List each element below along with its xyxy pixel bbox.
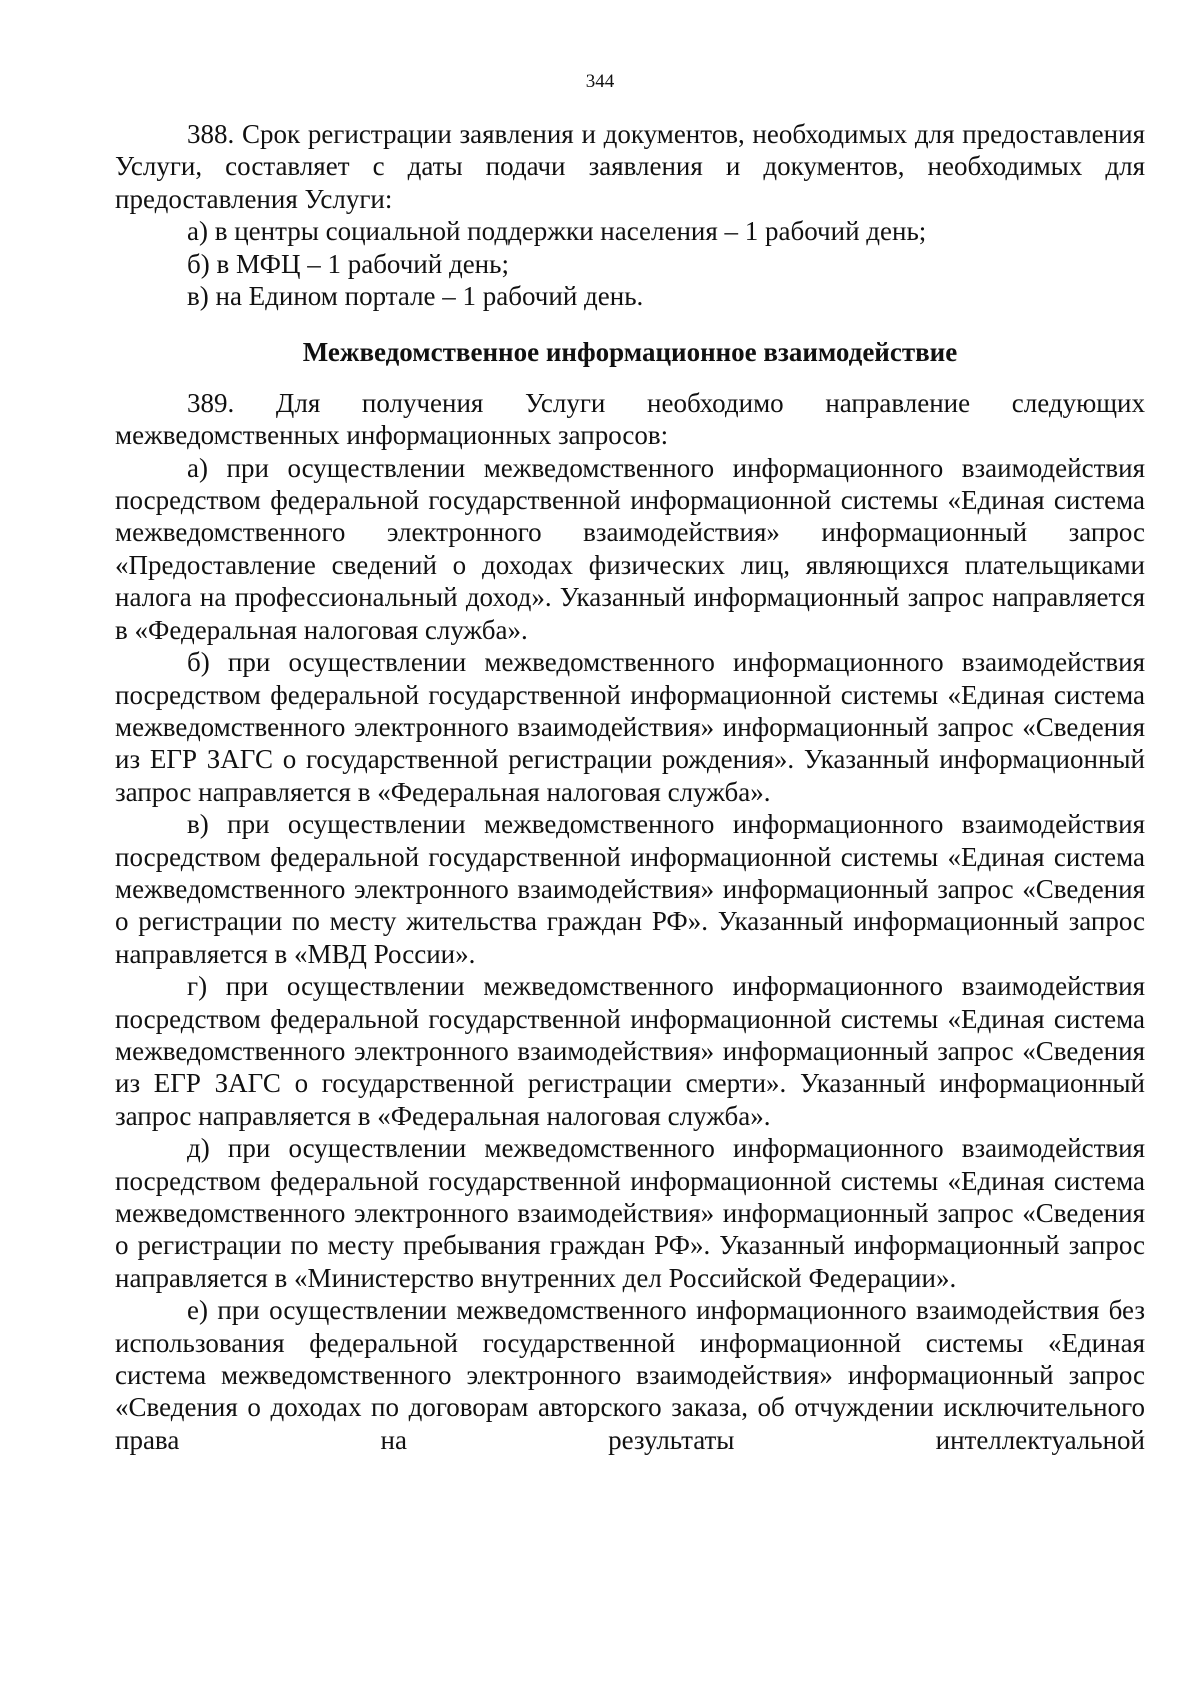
page-body <box>115 118 1145 1456</box>
paragraph-389-f: е) при осуществлении межведомственного информационного взаимодействия без использования федеральной государственной информационной системы «Единая система межведомственного электронного взаимодействия» информационный запрос «Сведения о доходах по договорам авторского заказа, об отчуждении исключительного права на результаты интеллектуальной <box>115 1295 1145 1455</box>
paragraph-389-d: г) при осуществлении межведомственного информационного взаимодействия посредством федеральной государственной информационной системы «Единая система межведомственного электронного взаимодействия» информационный запрос «Сведения из ЕГР ЗАГС о государственной регистрации смерти». Указанный информационный запрос направляется в «Федеральная налоговая служба». <box>115 971 1145 1131</box>
paragraph-389-intro: 389. Для получения Услуги необходимо направление следующих межведомственных информационных запросов: <box>115 387 1145 451</box>
section-heading: Межведомственное информационное взаимодействие <box>302 337 958 368</box>
list-item-388-b: б) в МФЦ – 1 рабочий день; <box>187 248 509 279</box>
paragraph-389-b: б) при осуществлении межведомственного информационного взаимодействия посредством федеральной государственной информационной системы «Единая система межведомственного электронного взаимодействия» информационный запрос «Сведения из ЕГР ЗАГС о государственной регистрации рождения». Указанный информационный запрос направляется в «Федеральная налоговая служба». <box>115 647 1145 807</box>
paragraph-389-a: а) при осуществлении межведомственного информационного взаимодействия посредством федеральной государственной информационной системы «Единая система межведомственного электронного взаимодействия» информационный запрос «Предоставление сведений о доходах физических лиц, являющихся плательщиками налога на профессиональный доход». Указанный информационный запрос направляется в «Федеральная налоговая служба». <box>115 452 1145 645</box>
paragraph-388: 388. Срок регистрации заявления и документов, необходимых для предоставления Услуги, составляет с даты подачи заявления и документов, необходимых для предоставления Услуги: <box>115 119 1145 214</box>
page-number: 344 <box>585 71 615 92</box>
list-item-388-c: в) на Едином портале – 1 рабочий день. <box>187 281 644 312</box>
list-item-388-a: а) в центры социальной поддержки населения – 1 рабочий день; <box>187 216 927 247</box>
paragraph-389-e: д) при осуществлении межведомственного информационного взаимодействия посредством федеральной государственной информационной системы «Единая система межведомственного электронного взаимодействия» информационный запрос «Сведения о регистрации по месту пребывания граждан РФ». Указанный информационный запрос направляется в «Министерство внутренних дел Российской Федерации». <box>115 1133 1145 1293</box>
paragraph-389-c: в) при осуществлении межведомственного информационного взаимодействия посредством федеральной государственной информационной системы «Единая система межведомственного электронного взаимодействия» информационный запрос «Сведения о регистрации по месту жительства граждан РФ». Указанный информационный запрос направляется в «МВД России». <box>115 809 1145 969</box>
